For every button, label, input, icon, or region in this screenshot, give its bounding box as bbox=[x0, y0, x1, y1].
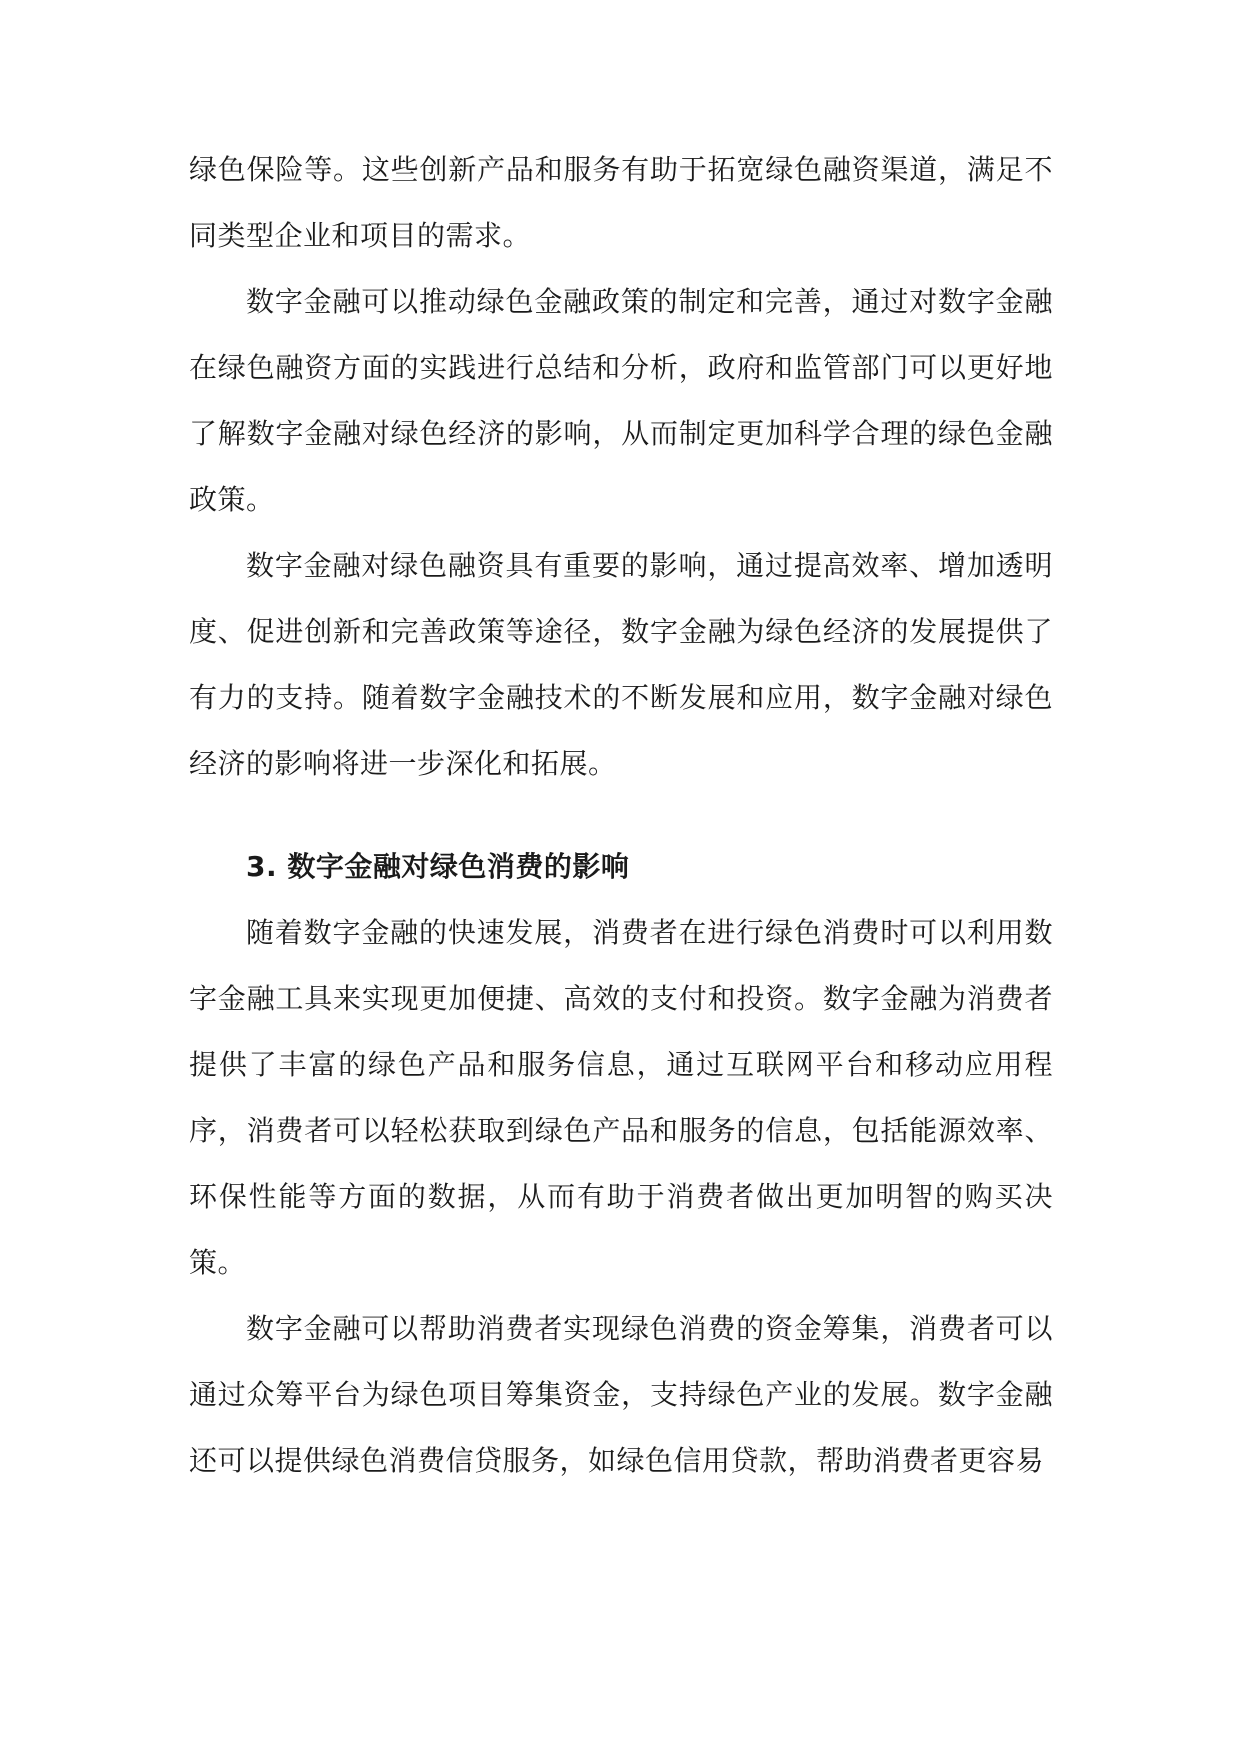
section-heading: 3. 数字金融对绿色消费的影响 bbox=[246, 850, 630, 883]
section-spacer bbox=[189, 797, 1053, 834]
paragraph-green-financing-summary: 数字金融对绿色融资具有重要的影响，通过提高效率、增加透明度、促进创新和完善政策等途径，数字金融为绿色经济的发展提供了有力的支持。随着数字金融技术的不断发展和应用，数字金融对绿色经济的影响将进一步深化和拓展。 bbox=[189, 549, 1053, 780]
paragraph-green-consumption-funding: 数字金融可以帮助消费者实现绿色消费的资金筹集，消费者可以通过众筹平台为绿色项目筹集资金，支持绿色产业的发展。数字金融还可以提供绿色消费信贷服务，如绿色信用贷款，帮助消费者更容易 bbox=[189, 1312, 1053, 1477]
paragraph-green-finance-policy: 数字金融可以推动绿色金融政策的制定和完善，通过对数字金融在绿色融资方面的实践进行总结和分析，政府和监管部门可以更好地了解数字金融对绿色经济的影响，从而制定更加科学合理的绿色金融政策。 bbox=[189, 285, 1053, 516]
paragraph-green-consumption-info: 随着数字金融的快速发展，消费者在进行绿色消费时可以利用数字金融工具来实现更加便捷、高效的支付和投资。数字金融为消费者提供了丰富的绿色产品和服务信息，通过互联网平台和移动应用程序，消费者可以轻松获取到绿色产品和服务的信息，包括能源效率、环保性能等方面的数据，从而有助于消费者做出更加明智的购买决策。 bbox=[189, 916, 1053, 1279]
document-body bbox=[189, 137, 1053, 1494]
paragraph-continuation: 绿色保险等。这些创新产品和服务有助于拓宽绿色融资渠道，满足不同类型企业和项目的需求。 bbox=[189, 153, 1053, 252]
